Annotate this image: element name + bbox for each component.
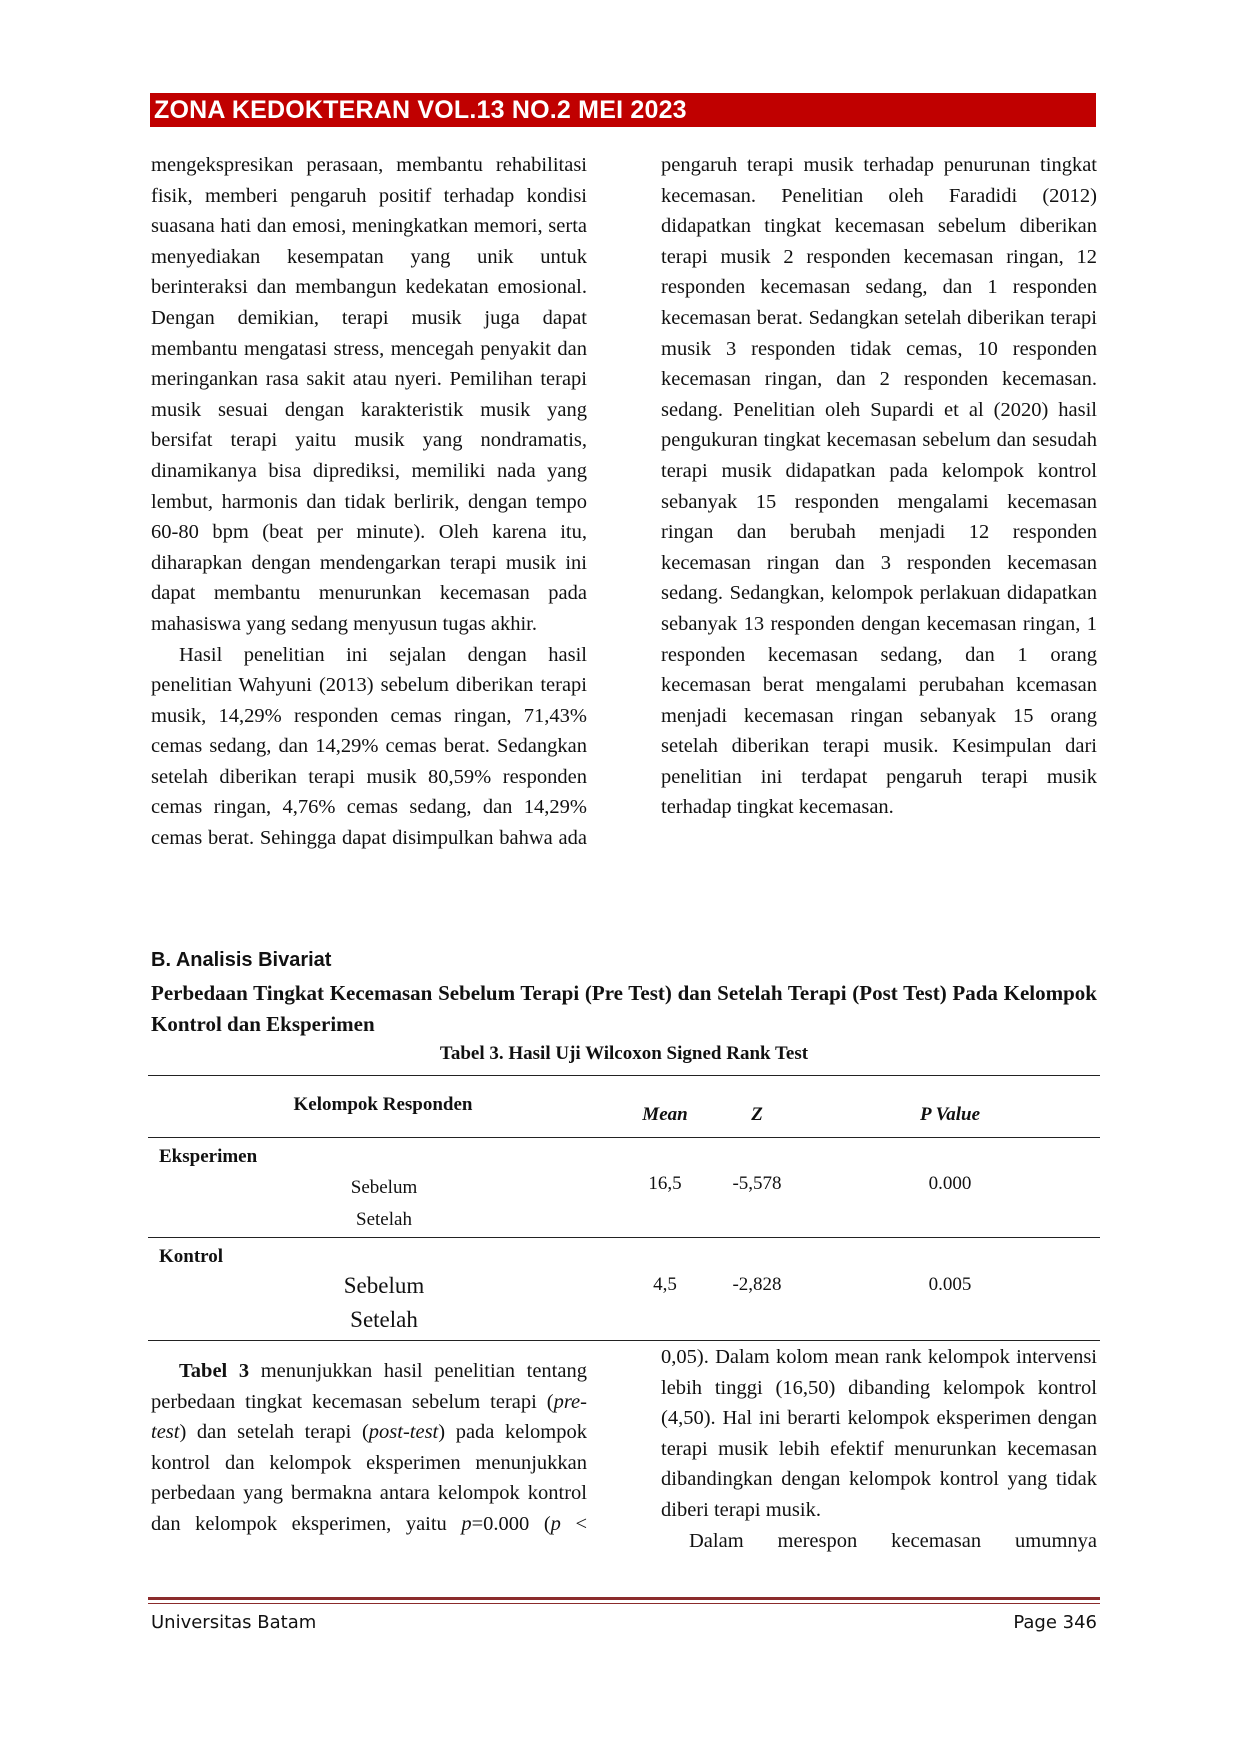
table-cell-p-value: 0.000 (928, 1173, 972, 1194)
paragraph: Hasil penelitian ini sejalan dengan hasil penelitian Wahyuni (2013) sebelum diberikan terapi musik, 14,29% responden cemas ringan, 71,43% cemas sedang, dan 14,29% cemas berat. Sedangkan setelah diberikan terapi musik 80,59% responden cemas ringan, 4,76% cemas sedang, dan 14,29% cemas berat. Sehingga dapat disimpulkan bahwa ada (151, 643, 587, 850)
paragraph: 0,05). Dalam kolom mean rank kelompok intervensi lebih tinggi (16,50) dibanding kelompok kontrol (4,50). Hal ini berarti kelompok eksperimen dengan terapi musik lebih efektif menurunkan kecemasan dibandingkan dengan kelompok kontrol yang tidak diberi terapi musik. (661, 1346, 1097, 1521)
text-run: post-test (368, 1421, 439, 1444)
table-bottom-rule (148, 1340, 1100, 1341)
left-column-top (151, 150, 587, 854)
right-column-bottom (661, 1342, 1097, 1556)
table-header-group: Kelompok Responden (293, 1094, 473, 1115)
table-header-p-value: P Value (920, 1104, 980, 1125)
table-cell-mean: 16,5 (648, 1173, 682, 1194)
text-run: p (550, 1512, 561, 1535)
left-column-bottom (151, 1356, 587, 1540)
footer-rule (148, 1603, 1100, 1604)
section-heading: B. Analisis Bivariat (151, 949, 332, 971)
table-cell-z: -2,828 (732, 1274, 782, 1295)
table-cell-after: Setelah (356, 1209, 412, 1230)
table-cell-after: Setelah (350, 1307, 418, 1332)
table-header-rule (148, 1137, 1100, 1138)
text-run: ) pada kelompok kontrol dan kelompok eksperimen menunjukkan perbedaan yang bermakna antara kelompok kontrol dan kelompok eksperimen, yaitu (151, 1421, 587, 1535)
footer-university: Universitas Batam (151, 1612, 317, 1633)
table-cell-z: -5,578 (732, 1173, 782, 1194)
footer-page-number: Page 346 (1013, 1612, 1097, 1633)
table-top-rule (148, 1075, 1100, 1076)
table-reference: Tabel 3 (179, 1360, 250, 1382)
paragraph: Dalam merespon kecemasan umumnya (689, 1529, 1097, 1552)
table-caption: Tabel 3. Hasil Uji Wilcoxon Signed Rank Test (439, 1043, 809, 1064)
text-run: pre-test (151, 1390, 587, 1444)
paragraph (151, 1356, 587, 1540)
journal-title-banner: ZONA KEDOKTERAN VOL.13 NO.2 MEI 2023 (150, 93, 1096, 127)
text-run: menunjukkan hasil penelitian tentang perbedaan tingkat kecemasan sebelum terapi ( (151, 1360, 587, 1413)
table-cell-before: Sebelum (350, 1177, 418, 1198)
sub-heading: Perbedaan Tingkat Kecemasan Sebelum Terapi (Pre Test) dan Setelah Terapi (Post Test) Pada Kelompok Kontrol dan Eksperimen (151, 981, 1097, 1036)
table-header-mean: Mean (642, 1104, 688, 1125)
table-header-z: Z (751, 1104, 763, 1125)
text-run: p (461, 1512, 472, 1535)
right-column-top (661, 150, 1097, 823)
table-cell-before: Sebelum (343, 1273, 425, 1298)
table-cell-p-value: 0.005 (928, 1274, 972, 1295)
paragraph: mengekspresikan perasaan, membantu rehabilitasi fisik, memberi pengaruh positif terhadap kondisi suasana hati dan emosi, meningkatkan memori, serta menyediakan kesempatan yang unik untuk berinteraksi dan membangun kedekatan emosional. Dengan demikian, terapi musik juga dapat membantu mengatasi stress, mencegah penyakit dan meringankan rasa sakit atau nyeri. Pemilihan terapi musik sesuai dengan karakteristik musik yang bersifat terapi yaitu musik yang nondramatis, dinamikanya bisa diprediksi, memiliki nada yang lembut, harmonis dan tidak berlirik, dengan tempo 60-80 bpm (beat per minute). Oleh karena itu, diharapkan dengan mendengarkan terapi musik ini dapat membantu menurunkan kecemasan pada mahasiswa yang sedang menyusun tugas akhir. (151, 154, 587, 635)
table-group-kontrol: Kontrol (159, 1246, 224, 1267)
table-row-rule (148, 1237, 1100, 1238)
footer-rule (148, 1597, 1100, 1600)
table-group-eksperimen: Eksperimen (159, 1146, 258, 1167)
paragraph: pengaruh terapi musik terhadap penurunan tingkat kecemasan. Penelitian oleh Faradidi (2012) didapatkan tingkat kecemasan sebelum diberikan terapi musik 2 responden kecemasan ringan, 12 responden kecemasan sedang, dan 1 responden kecemasan berat. Sedangkan setelah diberikan terapi musik 3 responden tidak cemas, 10 responden kecemasan ringan, dan 2 responden kecemasan. sedang. Penelitian oleh Supardi et al (2020) hasil pengukuran tingkat kecemasan sebelum dan sesudah terapi musik didapatkan pada kelompok kontrol sebanyak 15 responden mengalami kecemasan ringan dan berubah menjadi 12 responden kecemasan ringan dan 3 responden kecemasan sedang. Sedangkan, kelompok perlakuan didapatkan sebanyak 13 responden dengan kecemasan ringan, 1 responden kecemasan sedang, dan 1 orang kecemasan berat mengalami perubahan kcemasan menjadi kecemasan ringan sebanyak 15 orang setelah diberikan terapi musik. Kesimpulan dari penelitian ini terdapat pengaruh terapi musik terhadap tingkat kecemasan. (661, 154, 1097, 819)
table-cell-mean: 4,5 (653, 1274, 677, 1295)
text-run: < (560, 1512, 588, 1535)
text-run: =0.000 ( (471, 1512, 551, 1535)
text-run: ) dan setelah terapi ( (179, 1421, 369, 1444)
